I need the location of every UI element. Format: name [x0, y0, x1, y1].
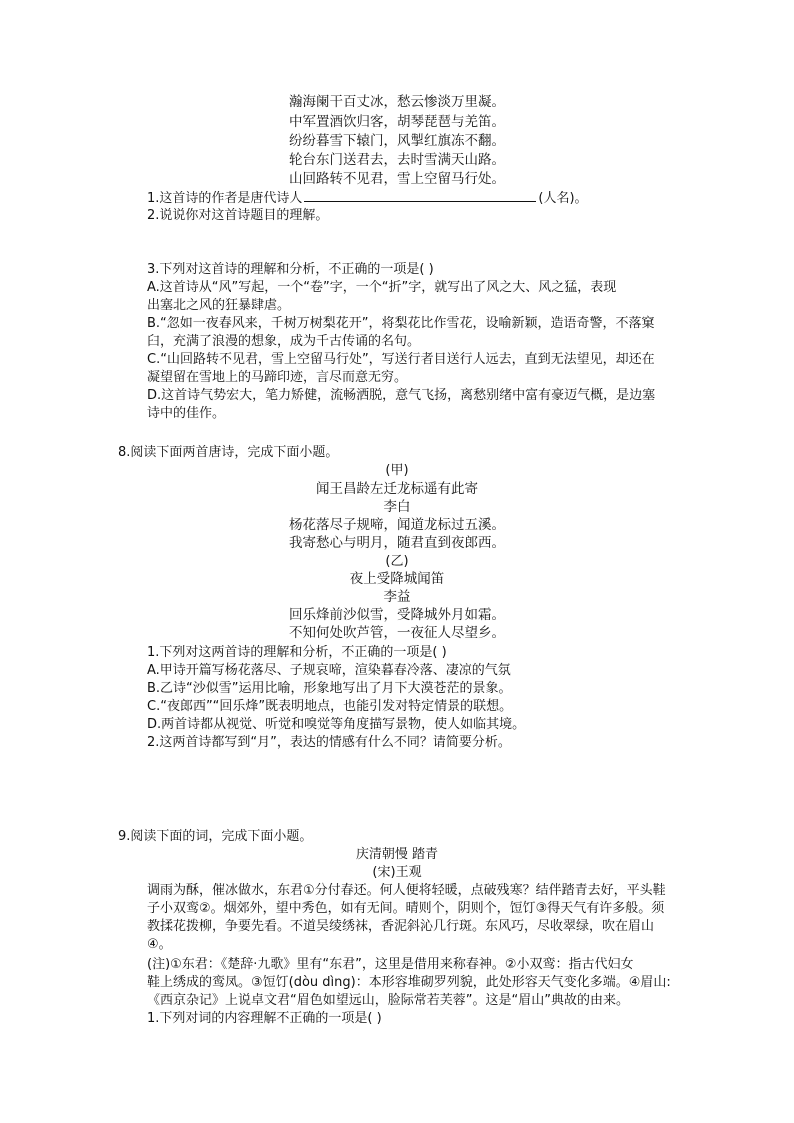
option-line: 臼，充满了浪漫的想象，成为千古传诵的名句。 [147, 334, 421, 349]
poem-line: 轮台东门送君去，去时雪满天山路。 [289, 152, 505, 168]
question-text: 1.这首诗的作者是唐代诗人 [147, 191, 303, 206]
option-line: 诗中的佳作。 [147, 406, 226, 421]
poem-author: 李益 [383, 589, 411, 605]
option-line: C.“夜郎西”“回乐烽”既表明地点，也能引发对特定情景的联想。 [147, 699, 513, 714]
poem-line: 中军置酒饮归客，胡琴琵琶与羌笛。 [289, 114, 505, 130]
option-line: 凝望留在雪地上的马蹄印迹，言尽而意无穷。 [147, 370, 408, 385]
question-title: 2.说说你对这首诗题目的理解。 [147, 208, 329, 223]
option-line: B.乙诗“沙似雪”运用比喻，形象地写出了月下大漠苍茫的景象。 [147, 681, 512, 696]
question-open: 2.这两首诗都写到“月”，表达的情感有什么不同？请简要分析。 [147, 735, 511, 750]
answer-blank[interactable] [304, 188, 536, 202]
poem-line: 纷纷暮雪下辕门，风掣红旗冻不翻。 [289, 133, 505, 149]
option-line: 出塞北之风的狂暴肆虐。 [147, 298, 291, 313]
question-text: (人名)。 [538, 191, 588, 206]
poem-line: 瀚海阑干百丈冰，愁云惨淡万里凝。 [289, 94, 505, 110]
question-intro: 9.阅读下面的词，完成下面小题。 [118, 829, 313, 844]
question-intro: 8.阅读下面两首唐诗，完成下面小题。 [118, 445, 339, 460]
option-line: B.“忽如一夜春风来，千树万树梨花开”，将梨花比作雪花，设喻新颖，造语奇警，不落窠 [147, 316, 655, 331]
question-mc: 3.下列对这首诗的理解和分析，不正确的一项是( ) [147, 262, 434, 277]
note-line: 鞋上绣成的鸾凤。③饾饤(dòu dìng)：本形容堆砌罗列貌，此处形容天气变化多端。④眉山: [147, 975, 671, 990]
poem-line: 山回路转不见君，雪上空留马行处。 [289, 171, 505, 187]
ci-line: 子小双鸾②。烟郊外，望中秀色，如有无间。晴则个，阴则个，饾饤③得天气有许多般。须 [147, 901, 665, 916]
note-line: (注)①东君：《楚辞·九歌》里有“东君”，这里是借用来称春神。②小双鸾：指古代妇女 [147, 957, 634, 972]
poem-line: 不知何处吹芦管，一夜征人尽望乡。 [289, 625, 505, 641]
poem-line: 杨花落尽子规啼，闻道龙标过五溪。 [289, 517, 505, 533]
poem-label: (乙) [385, 554, 409, 569]
ci-line: 调雨为酥，催冰做水，东君①分付春还。何人便将轻暖，点破残寒？结伴踏青去好，平头鞋 [147, 883, 666, 898]
option-line: A.这首诗从“风”写起，一个“卷”字，一个“折”字，就写出了风之大、风之猛，表现 [147, 280, 617, 295]
poem-title: 闻王昌龄左迁龙标遥有此寄 [316, 481, 478, 497]
question-mc: 1.下列对这两首诗的理解和分析，不正确的一项是( ) [147, 645, 447, 660]
note-line: 《西京杂记》上说卓文君“眉色如望远山，脸际常若芙蓉”。这是“眉山”典故的由来。 [147, 993, 629, 1008]
poem-line: 我寄愁心与明月，随君直到夜郎西。 [289, 535, 505, 551]
poem-author: 李白 [383, 499, 411, 515]
ci-author: (宋)王观 [372, 865, 422, 880]
option-line: C.“山回路转不见君，雪上空留马行处”，写送行者目送行人远去，直到无法望见，却还在 [147, 352, 655, 367]
option-line: D.两首诗都从视觉、听觉和嗅觉等角度描写景物，使人如临其境。 [147, 717, 526, 732]
option-line: D.这首诗气势宏大，笔力矫健，流畅洒脱，意气飞扬，离愁别绪中富有豪迈气概，是边塞 [147, 388, 656, 403]
poem-line: 回乐烽前沙似雪，受降城外月如霜。 [289, 607, 505, 623]
ci-title: 庆清朝慢 踏青 [355, 847, 439, 862]
ci-line: 教揉花拨柳，争要先看。不道吴绫绣袜，香泥斜沁几行斑。东风巧，尽收翠绿，吹在眉山 [147, 919, 655, 934]
question-mc: 1.下列对词的内容理解不正确的一项是( ) [147, 1011, 382, 1026]
option-line: A.甲诗开篇写杨花落尽、子规哀啼，渲染暮春冷落、凄凉的气氛 [147, 663, 511, 678]
question-author [147, 188, 588, 208]
ci-line: ④。 [147, 937, 172, 952]
poem-label: (甲) [385, 463, 409, 478]
poem-title: 夜上受降城闻笛 [349, 571, 445, 587]
